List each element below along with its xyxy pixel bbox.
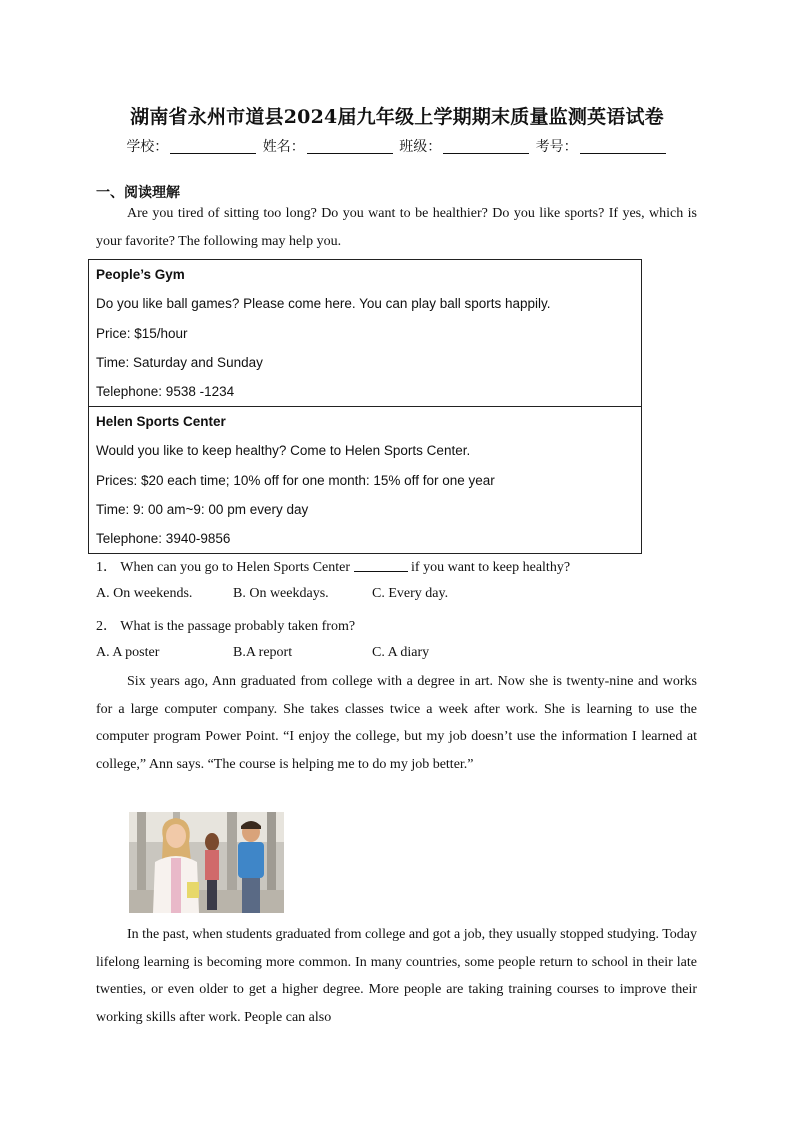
page-title: 湖南省永州市道县2024届九年级上学期期末质量监测英语试卷 xyxy=(130,106,664,128)
option-a[interactable]: A. On weekends. xyxy=(96,586,193,601)
number-label: 考号： xyxy=(535,139,578,155)
question-stem: What is the passage probably taken from? xyxy=(120,619,356,634)
ad-line: Telephone: 9538 -1234 xyxy=(96,384,235,400)
option-b[interactable]: B. On weekdays. xyxy=(233,586,329,601)
class-label: 班级： xyxy=(399,139,442,155)
ad-box-helen-sports-center xyxy=(88,406,642,554)
question-stem: if you want to keep healthy? xyxy=(411,560,571,575)
intro-paragraph: Are you tired of sitting too long? Do you want to be healthier? Do you like sports? If yes, which is your favorite? The following may help you. xyxy=(96,206,697,249)
question-2 xyxy=(96,615,355,635)
option-c[interactable]: C. Every day. xyxy=(372,586,449,601)
ad-name: People’s Gym xyxy=(96,267,185,282)
passage-ann: Six years ago, Ann graduated from college with a degree in art. Now she is twenty-nine and works for a large computer company. She takes classes twice a week after work. She is learning to use the computer program Power Point. “I enjoy the college, but my job doesn’t use the information I learned at college,” Ann says. “The course is helping me to do my job better.” xyxy=(96,674,697,772)
ad-line: Do you like ball games? Please come here. You can play ball sports happily. xyxy=(96,296,551,312)
option-c[interactable]: C. A diary xyxy=(372,645,430,660)
question-number: 1． xyxy=(96,560,117,575)
ad-line: Time: Saturday and Sunday xyxy=(96,354,263,370)
school-label: 学校： xyxy=(126,139,169,155)
number-blank[interactable] xyxy=(580,139,666,154)
students-photo xyxy=(129,812,284,913)
question-stem: When can you go to Helen Sports Center xyxy=(120,560,351,575)
passage-lifelong-learning: In the past, when students graduated from college and got a job, they usually stopped studying. Today lifelong learning is becoming more common. In many countries, some people return to school in their late twenties, or even older to get a higher degree. More people are taking training courses to improve their working skills after work. People can also xyxy=(96,927,697,1025)
section-heading: 一、阅读理解 xyxy=(96,185,180,201)
ad-name: Helen Sports Center xyxy=(96,414,226,429)
ad-line: Prices: $20 each time; 10% off for one month: 15% off for one year xyxy=(96,472,495,488)
ad-line: Telephone: 3940-9856 xyxy=(96,531,231,547)
option-a[interactable]: A. A poster xyxy=(96,645,160,660)
name-blank[interactable] xyxy=(307,139,393,154)
school-blank[interactable] xyxy=(170,139,256,154)
answer-blank[interactable] xyxy=(354,559,408,572)
student-info-line xyxy=(0,136,794,156)
ad-box-peoples-gym xyxy=(88,259,642,407)
question-1 xyxy=(96,556,570,576)
name-label: 姓名： xyxy=(262,139,305,155)
students-photo-illustration xyxy=(129,812,284,913)
ad-line: Price: $15/hour xyxy=(96,325,188,341)
option-b[interactable]: B.A report xyxy=(233,645,293,660)
ad-line: Would you like to keep healthy? Come to Helen Sports Center. xyxy=(96,443,471,459)
class-blank[interactable] xyxy=(443,139,529,154)
question-number: 2． xyxy=(96,619,117,634)
ad-line: Time: 9: 00 am~9: 00 pm every day xyxy=(96,501,309,517)
